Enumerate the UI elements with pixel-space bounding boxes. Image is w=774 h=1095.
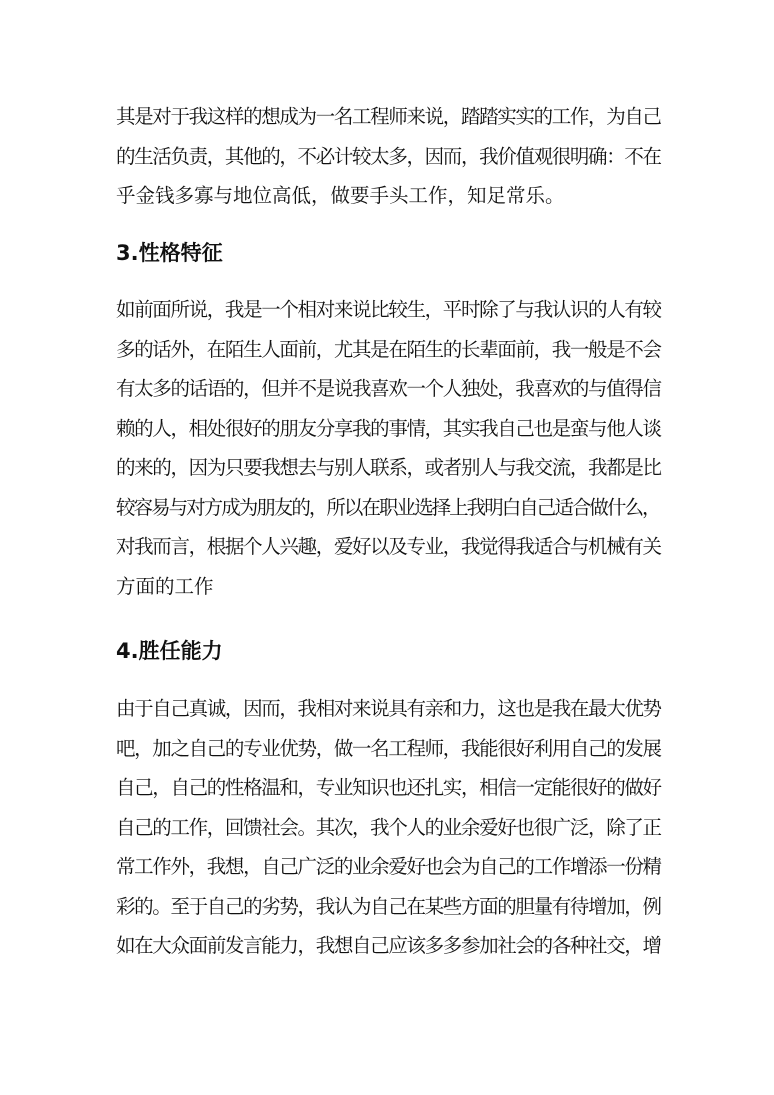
competence-paragraph [116, 689, 662, 966]
paragraph-line: 的生活负责，其他的，不必计较太多，因而，我价值观很明确：不在 [116, 144, 661, 168]
paragraph-line: 赖的人，相处很好的朋友分享我的事情，其实我自己也是蛮与他人谈 [116, 416, 661, 440]
paragraph-line: 自己，自己的性格温和，专业知识也还扎实，相信一定能很好的做好 [116, 776, 661, 799]
section-heading-competence: 4.胜任能力 [116, 639, 223, 663]
paragraph-line: 有太多的话语的，但并不是说我喜欢一个人独处，我喜欢的与值得信 [116, 377, 661, 400]
paragraph-line: 由于自己真诚，因而，我相对来说具有亲和力，这也是我在最大优势 [116, 697, 661, 720]
paragraph-line: 乎金钱多寡与地位高低，做要手头工作，知足常乐。 [116, 184, 565, 207]
paragraph-line: 常工作外，我想，自己广泛的业余爱好也会为自己的工作增添一份精 [116, 855, 661, 878]
paragraph-line: 自己的工作，回馈社会。其次，我个人的业余爱好也很广泛，除了正 [116, 815, 661, 839]
paragraph-line: 其是对于我这样的想成为一名工程师来说，踏踏实实的工作，为自己 [116, 105, 661, 128]
personality-paragraph [116, 290, 662, 606]
paragraph-line: 彩的。至于自己的劣势，我认为自己在某些方面的胆量有待增加，例 [116, 894, 661, 918]
paragraph-line: 如前面所说，我是一个相对来说比较生，平时除了与我认识的人有较 [116, 298, 661, 321]
paragraph-line: 吧，加之自己的专业优势，做一名工程师，我能很好利用自己的发展 [116, 736, 661, 760]
paragraph-line: 较容易与对方成为朋友的，所以在职业选择上我明白自己适合做什么， [116, 495, 660, 519]
section-heading-personality: 3.性格特征 [116, 241, 223, 265]
paragraph-line: 如在大众面前发言能力，我想自己应该多多参加社会的各种社交，增 [116, 934, 661, 957]
paragraph-line: 多的话外，在陌生人面前，尤其是在陌生的长辈面前，我一般是不会 [116, 337, 661, 361]
paragraph-line: 对我而言，根据个人兴趣，爱好以及专业，我觉得我适合与机械有关 [116, 535, 661, 558]
paragraph-line: 的来的，因为只要我想去与别人联系，或者别人与我交流，我都是比 [116, 456, 661, 479]
paragraph-line: 方面的工作 [116, 574, 214, 598]
intro-paragraph [116, 97, 662, 216]
